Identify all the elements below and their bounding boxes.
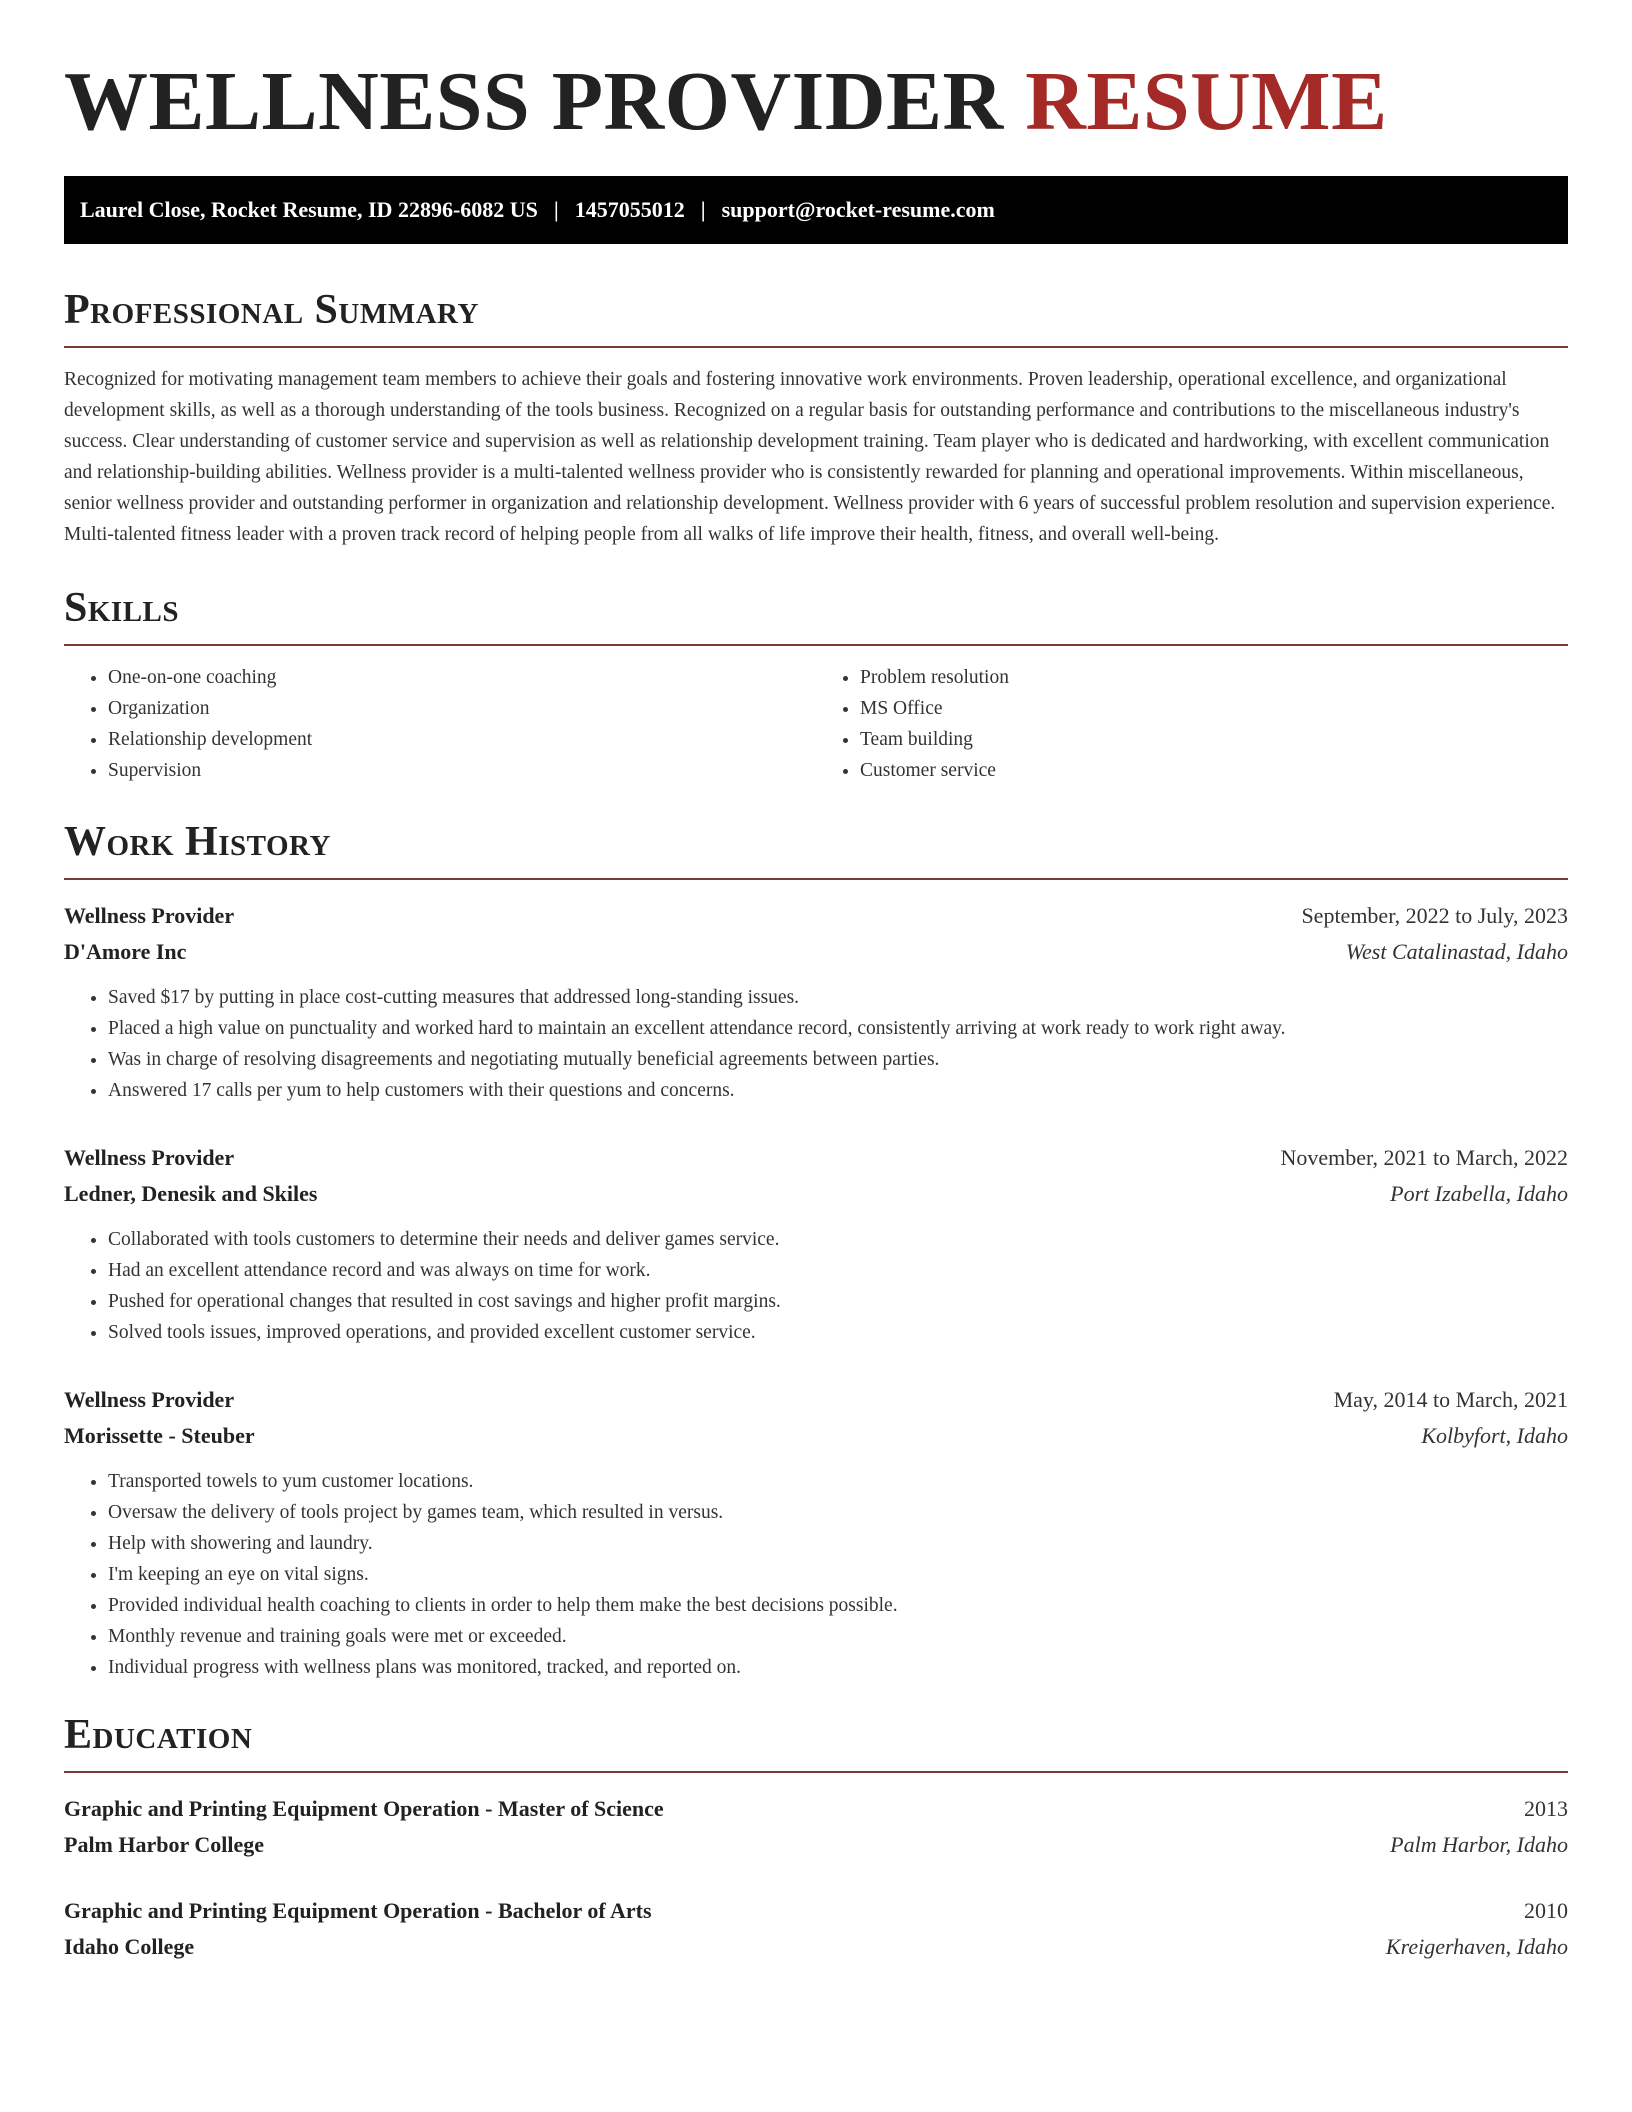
skill-item: • One-on-one coaching <box>108 662 816 693</box>
skill-item: • Customer service <box>860 755 1568 786</box>
education-section <box>64 1709 1568 1965</box>
section-heading: Professional Summary <box>64 287 479 333</box>
section-heading: Skills <box>64 585 180 631</box>
job-bullet: • Oversaw the delivery of tools project by games team, which resulted in versus. <box>108 1497 1568 1528</box>
job-bullet: • Transported towels to yum customer locations. <box>108 1466 1568 1497</box>
job-location: Port Izabella, Idaho <box>1390 1181 1568 1206</box>
education-school-row <box>64 1929 1568 1965</box>
education-degree-row <box>64 1893 1568 1929</box>
contact-bar <box>64 176 1568 244</box>
work-history-section <box>64 816 1568 1683</box>
contact-separator: | <box>553 197 559 222</box>
section-heading: Education <box>64 1712 253 1758</box>
job-bullets <box>64 1224 1568 1348</box>
skills-list <box>64 662 1568 786</box>
job-title: Wellness Provider <box>64 1387 235 1412</box>
education-year: 2013 <box>1524 1796 1568 1821</box>
job-bullet: • Provided individual health coaching to clients in order to help them make the best decisions possible. <box>108 1590 1568 1621</box>
title-main: WELLNESS PROVIDER <box>64 55 1004 148</box>
job-dates: November, 2021 to March, 2022 <box>1280 1145 1568 1170</box>
job-company: Morissette - Steuber <box>64 1423 255 1448</box>
job-company: Ledner, Denesik and Skiles <box>64 1181 318 1206</box>
job-location: West Catalinastad, Idaho <box>1345 939 1568 964</box>
skill-item: • Problem resolution <box>860 662 1568 693</box>
skills-section <box>64 582 1568 786</box>
education-degree-row <box>64 1791 1568 1827</box>
job-bullet: • Monthly revenue and training goals were met or exceeded. <box>108 1621 1568 1652</box>
section-divider <box>64 346 1568 348</box>
education-school: Idaho College <box>64 1934 195 1959</box>
job-company-row <box>64 1418 1568 1454</box>
job-header-row <box>64 898 1568 934</box>
job-entry <box>64 898 1568 1106</box>
job-company-row <box>64 1176 1568 1212</box>
job-bullet: • Pushed for operational changes that resulted in cost savings and higher profit margins. <box>108 1286 1568 1317</box>
education-school-row <box>64 1827 1568 1863</box>
resume-title <box>64 52 1568 152</box>
education-location: Kreigerhaven, Idaho <box>1385 1934 1568 1959</box>
job-bullet: • Placed a high value on punctuality and worked hard to maintain an excellent attendance record, consistently arriving at work ready to work right away. <box>108 1013 1568 1044</box>
contact-phone[interactable]: 1457055012 <box>574 197 685 222</box>
section-divider <box>64 644 1568 646</box>
education-location: Palm Harbor, Idaho <box>1390 1832 1568 1857</box>
job-bullet: • Collaborated with tools customers to determine their needs and deliver games service. <box>108 1224 1568 1255</box>
contact-email[interactable]: support@rocket-resume.com <box>721 197 995 222</box>
title-accent: RESUME <box>1025 55 1388 148</box>
job-bullet: • Individual progress with wellness plans was monitored, tracked, and reported on. <box>108 1652 1568 1683</box>
job-bullets <box>64 1466 1568 1683</box>
skills-column-left <box>64 662 816 786</box>
education-year: 2010 <box>1524 1898 1568 1923</box>
job-dates: May, 2014 to March, 2021 <box>1333 1387 1568 1412</box>
job-title: Wellness Provider <box>64 903 235 928</box>
job-bullet: • Answered 17 calls per yum to help customers with their questions and concerns. <box>108 1075 1568 1106</box>
professional-summary-section <box>64 284 1568 550</box>
job-bullet: • Help with showering and laundry. <box>108 1528 1568 1559</box>
skill-item: • MS Office <box>860 693 1568 724</box>
education-degree: Graphic and Printing Equipment Operation - Master of Science <box>64 1796 664 1821</box>
job-bullet: • Was in charge of resolving disagreements and negotiating mutually beneficial agreements between parties. <box>108 1044 1568 1075</box>
section-heading: Work History <box>64 819 331 865</box>
job-bullet: • Saved $17 by putting in place cost-cutting measures that addressed long-standing issues. <box>108 982 1568 1013</box>
job-company: D'Amore Inc <box>64 939 187 964</box>
job-header-row <box>64 1382 1568 1418</box>
education-entry <box>64 1893 1568 1965</box>
contact-address: Laurel Close, Rocket Resume, ID 22896-6082 US <box>80 197 538 222</box>
job-entry <box>64 1382 1568 1683</box>
education-school: Palm Harbor College <box>64 1832 264 1857</box>
job-bullet: • I'm keeping an eye on vital signs. <box>108 1559 1568 1590</box>
education-entry <box>64 1791 1568 1863</box>
summary-text: Recognized for motivating management team members to achieve their goals and fostering innovative work environments. Proven leadership, operational excellence, and organizational development skills, as well as a thorough understanding of the tools business. Recognized on a regular basis for outstanding performance and contributions to the miscellaneous industry's success. Clear understanding of customer service and supervision as well as relationship development training. Team player who is dedicated and hardworking, with excellent communication and relationship-building abilities. Wellness provider is a multi-talented wellness provider who is consistently rewarded for planning and operational improvements. Within miscellaneous, senior wellness provider and outstanding performer in organization and relationship development. Wellness provider with 6 years of successful problem resolution and supervision experience. Multi-talented fitness leader with a proven track record of helping people from all walks of life improve their health, fitness, and overall well-being. <box>64 369 1556 545</box>
skill-item: • Supervision <box>108 755 816 786</box>
skill-item: • Relationship development <box>108 724 816 755</box>
skills-column-right <box>816 662 1568 786</box>
job-header-row <box>64 1140 1568 1176</box>
skill-item: • Team building <box>860 724 1568 755</box>
education-degree: Graphic and Printing Equipment Operation - Bachelor of Arts <box>64 1898 652 1923</box>
job-entry <box>64 1140 1568 1348</box>
job-bullet: • Had an excellent attendance record and was always on time for work. <box>108 1255 1568 1286</box>
section-divider <box>64 1771 1568 1773</box>
job-dates: September, 2022 to July, 2023 <box>1301 903 1568 928</box>
job-location: Kolbyfort, Idaho <box>1421 1423 1568 1448</box>
contact-separator: | <box>700 197 706 222</box>
job-company-row <box>64 934 1568 970</box>
job-title: Wellness Provider <box>64 1145 235 1170</box>
job-bullets <box>64 982 1568 1106</box>
skill-item: • Organization <box>108 693 816 724</box>
section-divider <box>64 878 1568 880</box>
job-bullet: • Solved tools issues, improved operations, and provided excellent customer service. <box>108 1317 1568 1348</box>
